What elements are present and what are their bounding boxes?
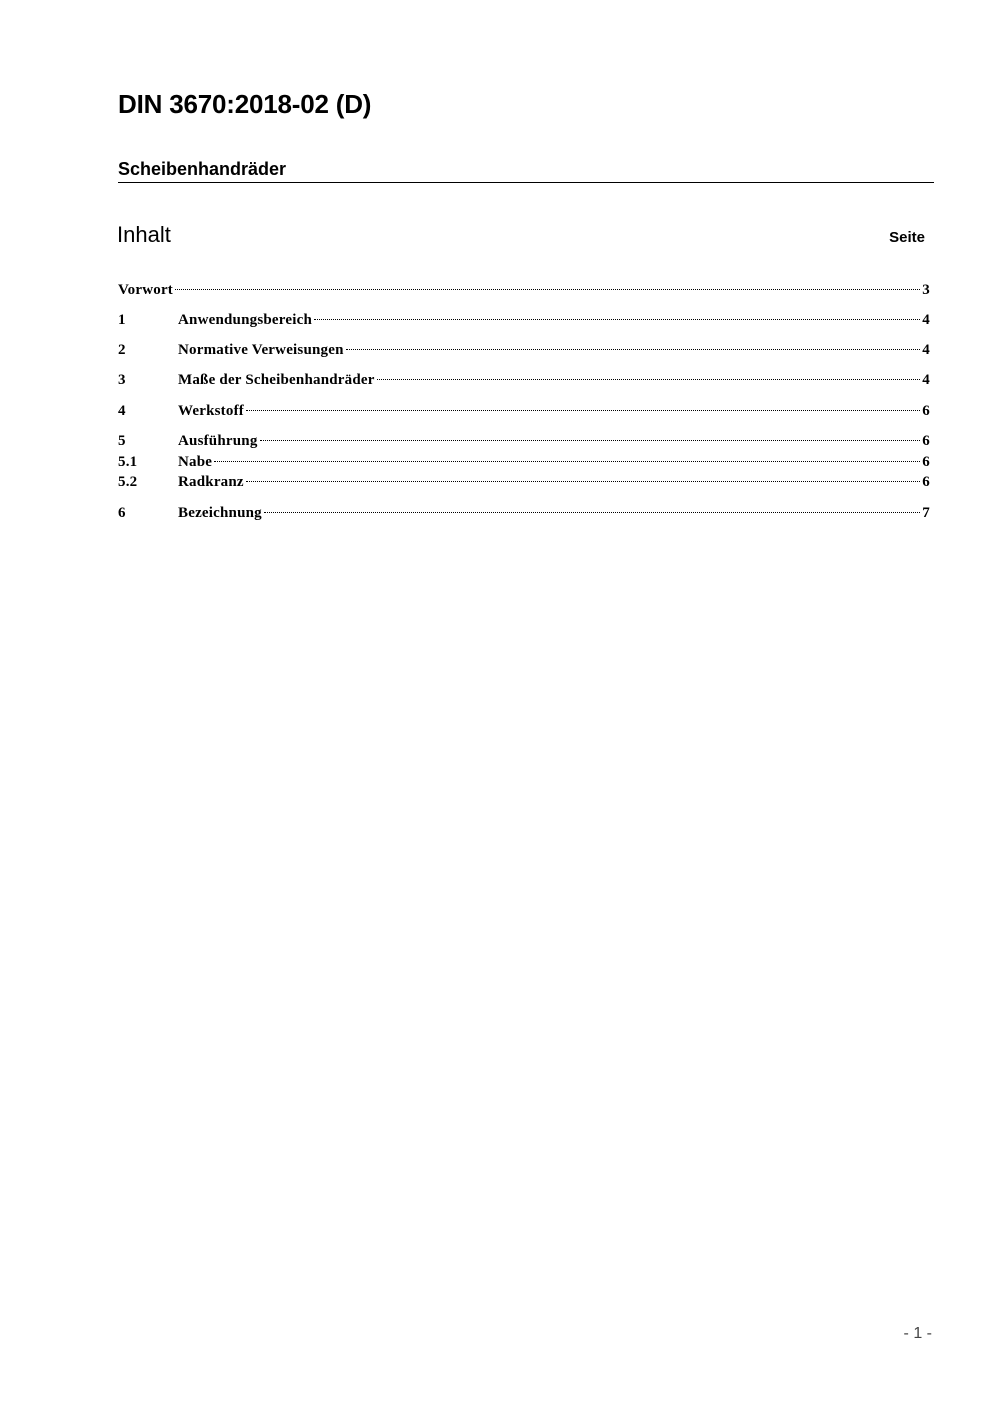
toc-entry-text: Ausführung <box>178 433 258 449</box>
toc-heading: Inhalt <box>117 222 171 247</box>
toc-leader <box>314 319 920 320</box>
toc-entry-page: 4 <box>922 312 930 328</box>
toc-entry-text: Bezeichnung <box>178 505 262 521</box>
toc-entry-1[interactable] <box>118 310 930 330</box>
toc-entry-number: 3 <box>118 372 126 388</box>
page-number: - 1 - <box>903 1325 932 1342</box>
toc-entry-vorwort[interactable] <box>118 280 930 300</box>
toc-entry-6[interactable] <box>118 503 930 523</box>
toc-leader <box>377 379 921 380</box>
document-id: DIN 3670:2018-02 (D) <box>118 89 372 119</box>
toc-entry-text: Werkstoff <box>178 403 244 419</box>
toc-entry-number: 6 <box>118 505 126 521</box>
toc-entry-page: 6 <box>922 403 930 419</box>
toc-page-label: Seite <box>889 229 925 246</box>
toc-entry-text: Radkranz <box>178 474 244 490</box>
toc-entry-number: 5.1 <box>118 454 138 470</box>
document-title: Scheibenhandräder <box>118 158 934 183</box>
toc-leader <box>346 349 921 350</box>
toc-entry-text: Maße der Scheibenhandräder <box>178 372 375 388</box>
toc-leader <box>246 410 920 411</box>
toc-entry-3[interactable] <box>118 370 930 390</box>
toc-entry-text: Vorwort <box>118 282 173 298</box>
toc-entry-number: 5.2 <box>118 474 138 490</box>
toc-entry-text: Anwendungsbereich <box>178 312 312 328</box>
toc-entry-page: 6 <box>922 433 930 449</box>
toc-entry-text: Nabe <box>178 454 213 470</box>
toc-entry-text: Normative Verweisungen <box>178 342 344 358</box>
toc-entry-number: 5 <box>118 433 126 449</box>
toc-entry-page: 4 <box>922 342 930 358</box>
toc-entry-5-1[interactable] <box>118 452 930 472</box>
toc-entry-number: 4 <box>118 403 126 419</box>
toc-entry-page: 7 <box>922 505 930 521</box>
toc-entry-page: 6 <box>922 454 930 470</box>
toc-leader <box>214 461 920 462</box>
toc-entry-2[interactable] <box>118 340 930 360</box>
toc-entry-4[interactable] <box>118 401 930 421</box>
toc-leader <box>246 481 921 482</box>
toc-entry-5[interactable] <box>118 431 930 451</box>
toc-entry-number: 1 <box>118 312 126 328</box>
toc-leader <box>260 440 921 441</box>
toc-entry-page: 3 <box>922 282 930 298</box>
toc-entry-number: 2 <box>118 342 126 358</box>
toc-entry-page: 6 <box>922 474 930 490</box>
toc-entry-page: 4 <box>922 372 930 388</box>
toc-leader <box>175 289 920 290</box>
toc-entry-5-2[interactable] <box>118 472 930 492</box>
toc-leader <box>264 512 920 513</box>
